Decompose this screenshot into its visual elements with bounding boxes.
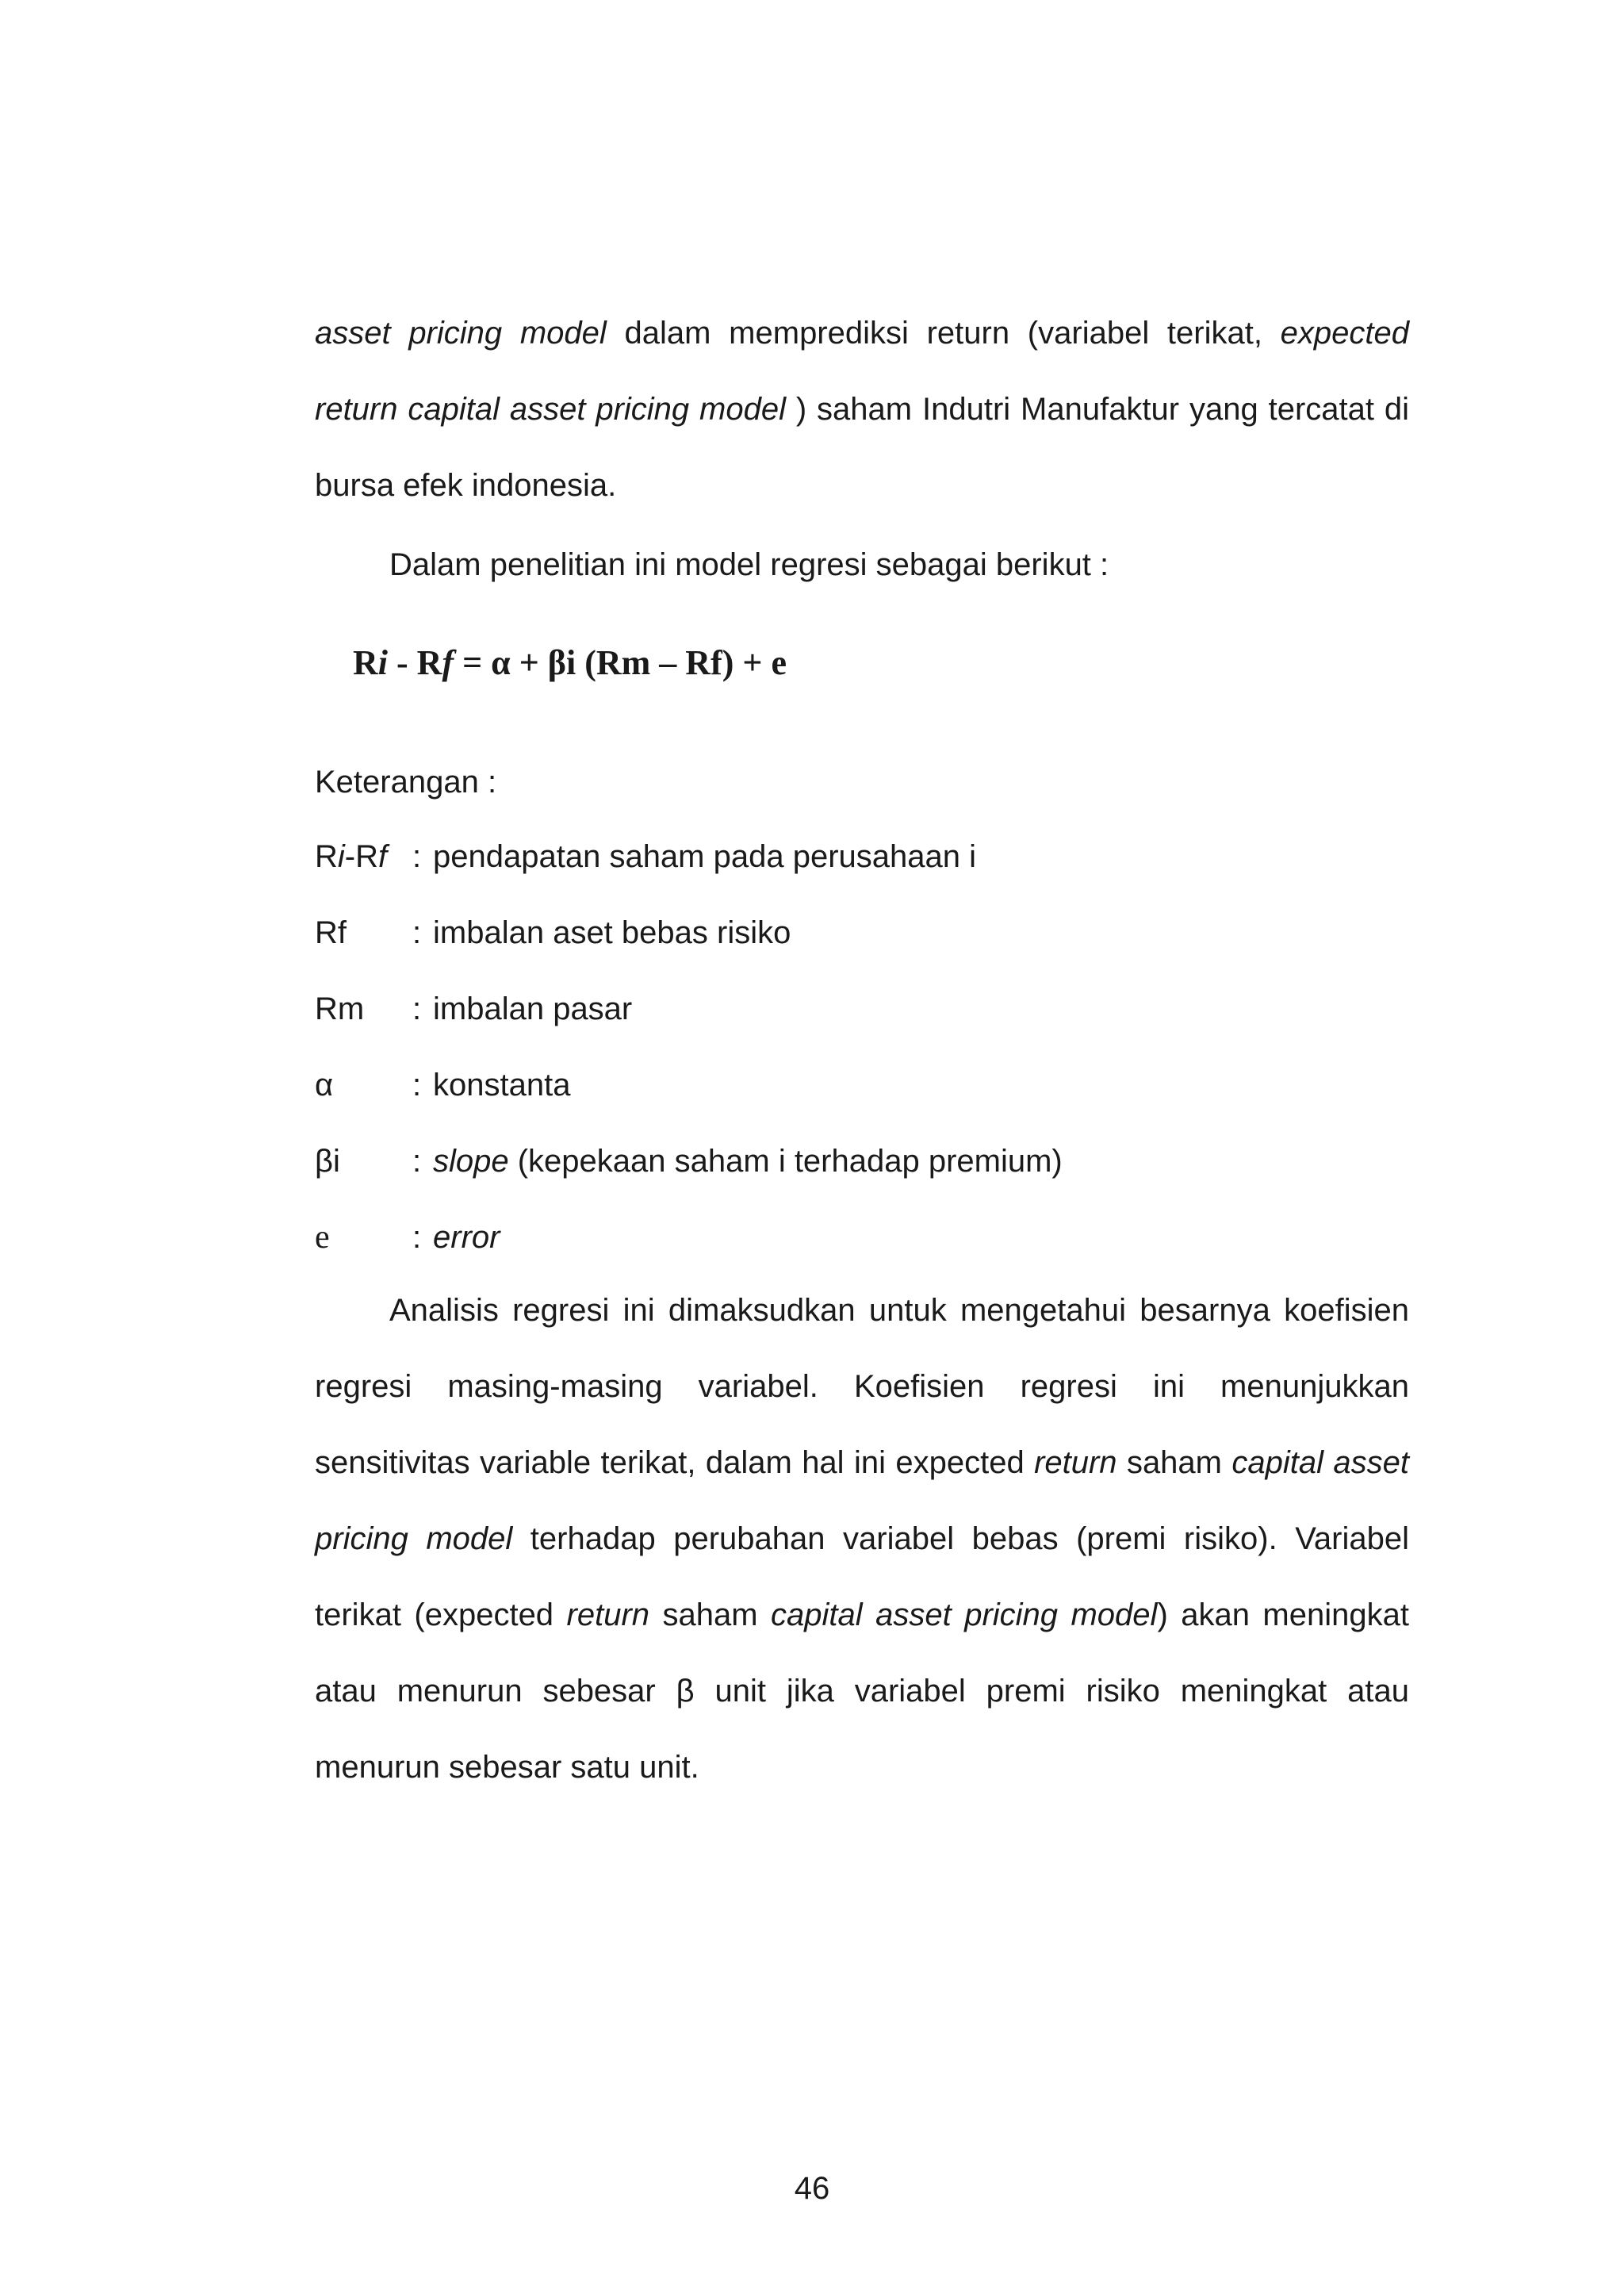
definition-text: error: [433, 1220, 500, 1255]
definition-colon: :: [412, 915, 422, 950]
text-run: ) saham Indutri Manufaktur yang tercatat di bursa efek indonesia.: [315, 392, 1409, 503]
definition-row: [315, 1061, 1409, 1109]
definition-colon: :: [412, 991, 422, 1026]
definition-text: slope (kepekaan saham i terhadap premium): [433, 1144, 1063, 1179]
definition-colon: :: [412, 1144, 422, 1179]
text-italic: asset pricing model: [315, 316, 607, 351]
definition-text: pendapatan saham pada perusahaan i: [433, 839, 976, 874]
keterangan-label: Keterangan :: [315, 765, 497, 800]
definition-term: Rf: [315, 915, 347, 950]
definition-term: βi: [315, 1144, 340, 1179]
definition-row: [315, 1137, 1409, 1185]
text-italic: expected return capital asset pricing model: [315, 316, 1410, 427]
definition-term: Ri-Rf: [315, 839, 388, 874]
definition-row: [315, 985, 1409, 1033]
definition-row: [315, 909, 1409, 957]
intro-model-text: Dalam penelitian ini model regresi sebagai berikut :: [389, 547, 1109, 582]
definition-row: [315, 1214, 1409, 1261]
definition-colon: :: [412, 839, 422, 874]
definition-text: konstanta: [433, 1068, 571, 1103]
page-number: 46: [794, 2171, 830, 2206]
text-run: dalam memprediksi return (variabel terikat,: [606, 316, 1281, 351]
definition-colon: :: [412, 1220, 422, 1255]
paragraph-capm-intro: [315, 295, 1409, 524]
paragraph-regression-analysis: Analisis regresi ini dimaksudkan untuk mengetahui besarnya koefisien regresi masing-masing variabel. Koefisien regresi ini menunjukkan sensitivitas variable terikat, dalam hal ini expected return saham capital asset pricing model terhadap perubahan variabel bebas (premi risiko). Variabel terikat (expected return saham capital asset pricing model) akan meningkat atau menurun sebesar β unit jika variabel premi risiko meningkat atau menurun sebesar satu unit.: [315, 1293, 1410, 1785]
definition-term: α: [315, 1068, 334, 1103]
definition-row: [315, 833, 1409, 880]
definition-term: e: [315, 1219, 330, 1256]
definition-colon: :: [412, 1068, 422, 1103]
definition-text: imbalan pasar: [433, 991, 633, 1026]
regression-formula: Ri - Rf = α + βi (Rm – Rf) + e: [353, 643, 787, 682]
definition-term: Rm: [315, 991, 365, 1026]
definition-text: imbalan aset bebas risiko: [433, 915, 791, 950]
